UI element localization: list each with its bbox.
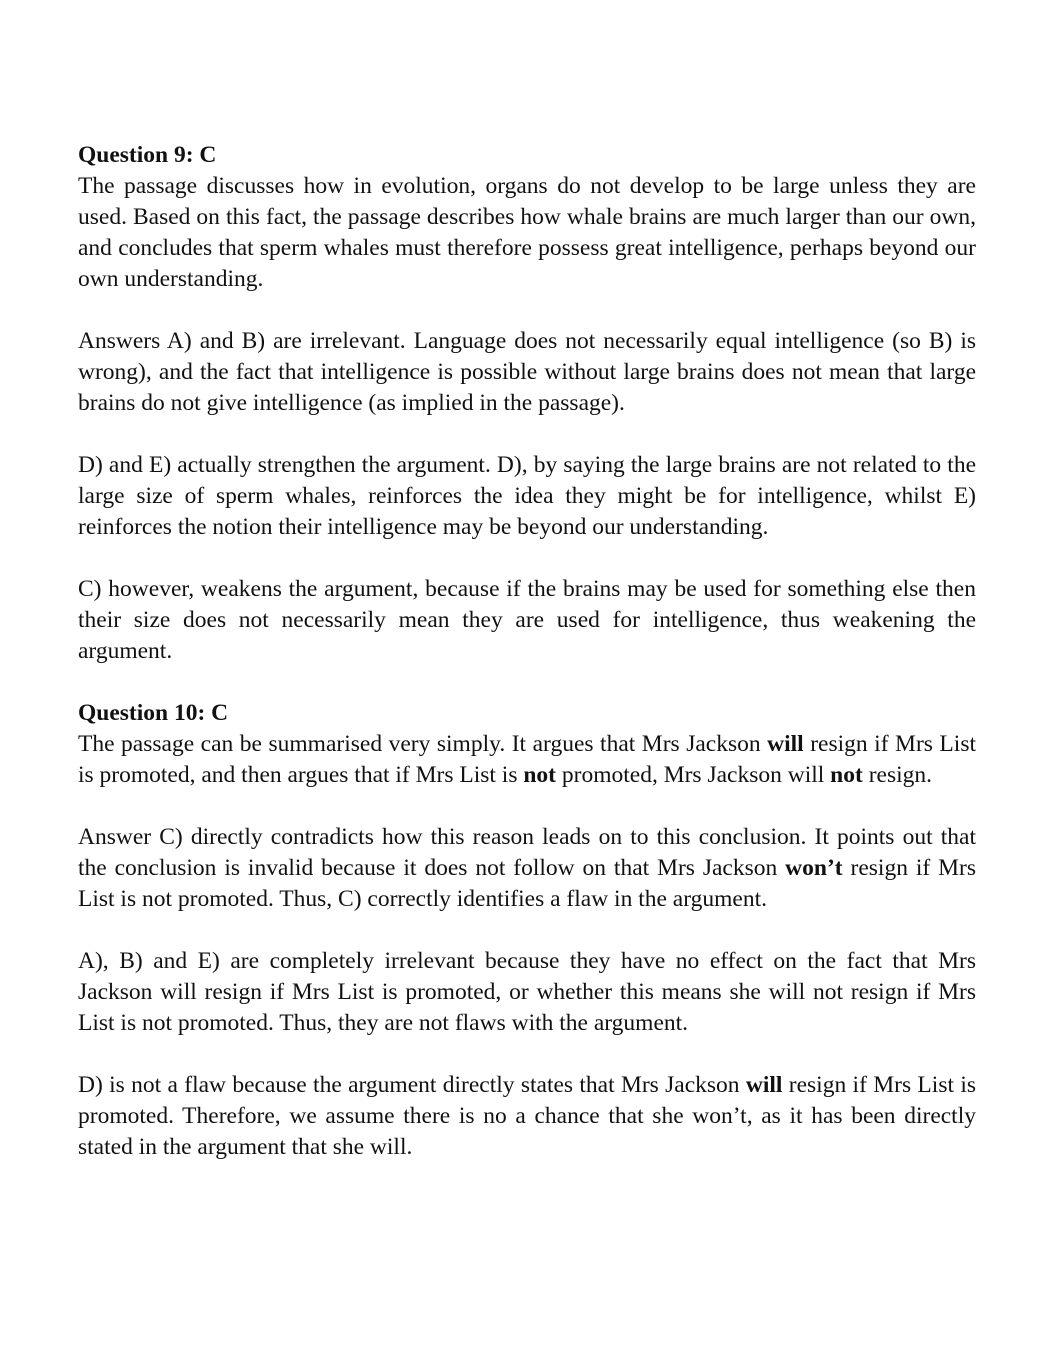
q9-paragraph-3: D) and E) actually strengthen the argument. D), by saying the large brains are not related to the large size of sperm whales, reinforces the idea they might be for intelligence, whilst E) reinforces the notion their intelligence may be beyond our understanding. [78, 452, 976, 540]
q10-paragraph-1 [78, 729, 976, 791]
q10-p2-text-c: resign if Mrs List is not promoted. Thus, C) correctly identifies a flaw in the argument. [78, 855, 977, 912]
q10-p4-text-c: resign if Mrs List is promoted. Therefore, we assume there is no a chance that she won’t, as it has been directly stated in the argument that she will. [78, 1072, 976, 1160]
q10-p1-emphasis-not: not [523, 762, 557, 788]
question-10-heading: Question 10: C [78, 700, 229, 726]
q10-p4-text-a: D) is not a flaw because the argument directly states that Mrs Jackson [78, 1072, 746, 1098]
question-9-heading: Question 9: C [78, 142, 217, 168]
q9-paragraph-4: C) however, weakens the argument, because if the brains may be used for something else then their size does not necessarily mean they are used for intelligence, thus weakening the argument. [78, 576, 976, 664]
q10-p2-text-a: Answer C) directly contradicts how this reason leads on to this conclusion. It points out that the conclusion is invalid because it does not follow on that Mrs Jackson [78, 824, 976, 881]
q10-paragraph-3: A), B) and E) are completely irrelevant because they have no effect on the fact that Mrs Jackson will resign if Mrs List is promoted, or whether this means she will not resign if Mrs List is not promoted. Thus, they are not flaws with the argument. [78, 948, 976, 1036]
q10-p1-text-e: resign. [862, 762, 932, 788]
question-10-section [78, 698, 976, 1163]
q9-paragraph-2: Answers A) and B) are irrelevant. Language does not necessarily equal intelligence (so B) is wrong), and the fact that intelligence is possible without large brains does not mean that large brains do not give intelligence (as implied in the passage). [78, 328, 976, 416]
q10-p1-text-d: promoted, Mrs Jackson will [556, 762, 831, 788]
document-page [78, 140, 976, 1194]
q10-p4-emphasis-will: will [745, 1072, 783, 1098]
q10-p2-emphasis-wont: won’t [785, 855, 843, 881]
q10-paragraph-4 [78, 1070, 976, 1163]
q10-paragraph-2 [78, 822, 976, 915]
q10-p1-emphasis-will: will [767, 731, 804, 757]
q10-p1-text-a: The passage can be summarised very simply. It argues that Mrs Jackson [78, 731, 768, 757]
question-9-section [78, 140, 976, 667]
q10-p1-emphasis-not-2: not [830, 762, 863, 788]
q9-paragraph-1: The passage discusses how in evolution, organs do not develop to be large unless they are used. Based on this fact, the passage describes how whale brains are much larger than our own, and concludes that sperm whales must therefore possess great intelligence, perhaps beyond our own understanding. [78, 173, 976, 292]
q10-p1-text-c: resign if Mrs List is promoted, and then argues that if Mrs List is [78, 731, 976, 788]
